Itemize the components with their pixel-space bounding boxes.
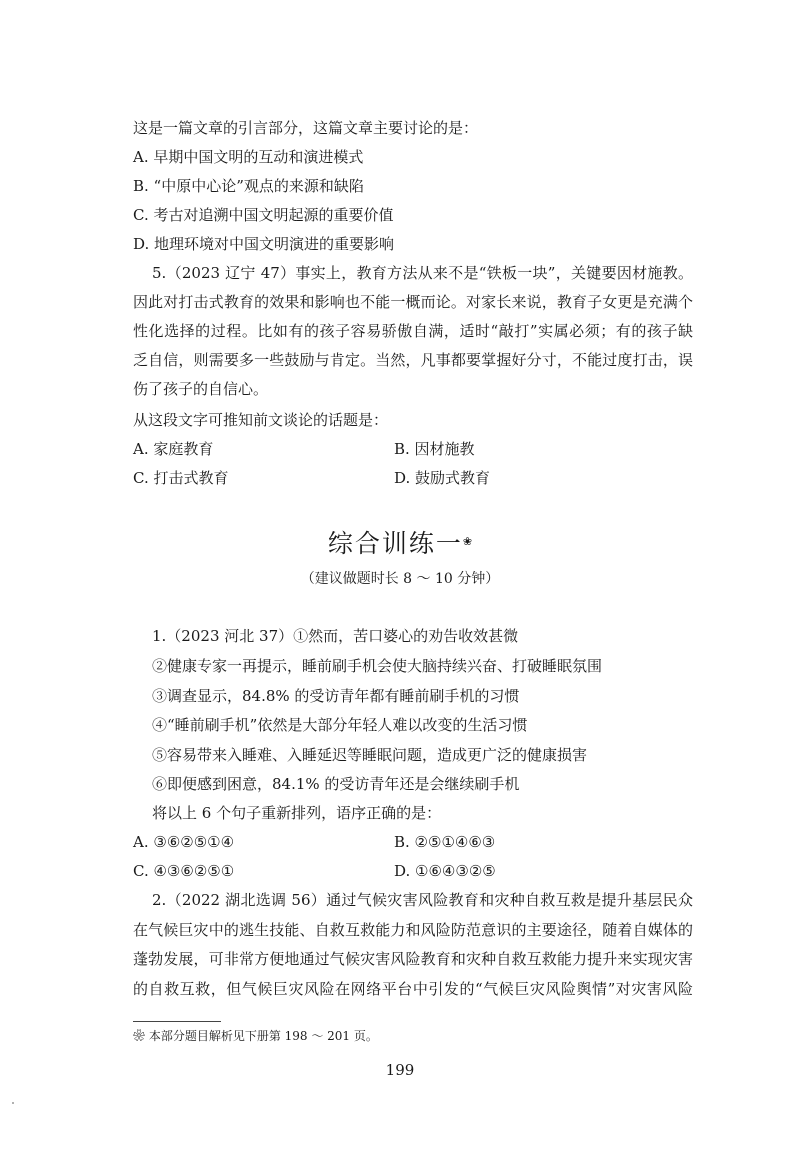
q1-sentence: ⑤容易带来入睡难、入睡延迟等睡眠问题，造成更广泛的健康损害 xyxy=(152,746,588,764)
q1-sentence: ③调查显示，84.8% 的受访青年都有睡前刷手机的习惯 xyxy=(152,687,520,705)
scan-speck xyxy=(12,1102,14,1104)
q5-text-line: 伤了孩子的自信心。 xyxy=(133,380,269,398)
q5-text-line: 5.（2023 辽宁 47）事实上，教育方法从来不是“铁板一块”，关键要因材施教。 xyxy=(152,264,693,282)
q1-sentence: ⑥即便感到困意，84.1% 的受访青年还是会继续刷手机 xyxy=(152,775,520,793)
q1-option-c: C. ④③⑥②⑤① xyxy=(133,862,235,880)
q1-sentence: ②健康专家一再提示，睡前刷手机会使大脑持续兴奋、打破睡眠氛围 xyxy=(152,657,603,675)
q5-text-line: 性化选择的过程。比如有的孩子容易骄傲自满，适时“敲打”实属必须；有的孩子缺 xyxy=(133,322,693,340)
intro-option-c: C. 考古对追溯中国文明起源的重要价值 xyxy=(133,206,394,224)
q5-option-a: A. 家庭教育 xyxy=(133,440,214,458)
footnote-divider xyxy=(133,1021,221,1022)
q2-text-line: 的自救互救，但气候巨灾风险在网络平台中引发的“气候巨灾风险舆情”对灾害风险 xyxy=(133,980,693,998)
q1-text-line: 1.（2023 河北 37）①然而，苦口婆心的劝告收效甚微 xyxy=(152,627,519,645)
page-number: 199 xyxy=(385,1061,415,1079)
q1-option-d: D. ①⑥④③②⑤ xyxy=(394,862,496,880)
q5-option-d: D. 鼓励式教育 xyxy=(394,469,491,487)
q1-option-b: B. ②⑤①④⑥③ xyxy=(394,833,496,851)
footnote: ❀ 本部分题目解析见下册第 198 ～ 201 页。 xyxy=(133,1029,378,1043)
q5-text-line: 乏自信，则需要多一些鼓励与肯定。当然，凡事都要掌握好分寸，不能过度打击，误 xyxy=(133,351,693,369)
section-title-text: 综合训练一 xyxy=(327,529,463,558)
q1-option-a: A. ③⑥②⑤①④ xyxy=(133,833,235,851)
section-subtitle: （建议做题时长 8 ～ 10 分钟） xyxy=(300,571,500,587)
intro-option-a: A. 早期中国文明的互动和演进模式 xyxy=(133,148,364,166)
q5-text-line: 因此对打击式教育的效果和影响也不能一概而论。对家长来说，教育子女更是充满个 xyxy=(133,293,693,311)
q1-sentence: ④“睡前刷手机”依然是大部分年轻人难以改变的生活习惯 xyxy=(152,716,528,734)
footnote-mark-icon: ❀ xyxy=(462,535,473,548)
q2-text-line: 在气候巨灾中的逃生技能、自救互救能力和风险防范意识的主要途径，随着自媒体的 xyxy=(133,921,693,939)
q5-option-c: C. 打击式教育 xyxy=(133,469,229,487)
intro-option-d: D. 地理环境对中国文明演进的重要影响 xyxy=(133,235,395,253)
q2-text-line: 2.（2022 湖北选调 56）通过气候灾害风险教育和灾种自救互救是提升基层民众 xyxy=(152,891,693,909)
section-title xyxy=(0,527,800,561)
intro-question-stem: 这是一篇文章的引言部分，这篇文章主要讨论的是： xyxy=(133,119,479,137)
q1-question: 将以上 6 个句子重新排列，语序正确的是： xyxy=(152,804,442,822)
intro-option-b: B. “中原中心论”观点的来源和缺陷 xyxy=(133,177,364,195)
q2-text-line: 蓬勃发展，可非常方便地通过气候灾害风险教育和灾种自救互救能力提升来实现灾害 xyxy=(133,950,693,968)
q5-option-b: B. 因材施教 xyxy=(394,440,475,458)
q5-question: 从这段文字可推知前文谈论的话题是： xyxy=(133,411,389,429)
